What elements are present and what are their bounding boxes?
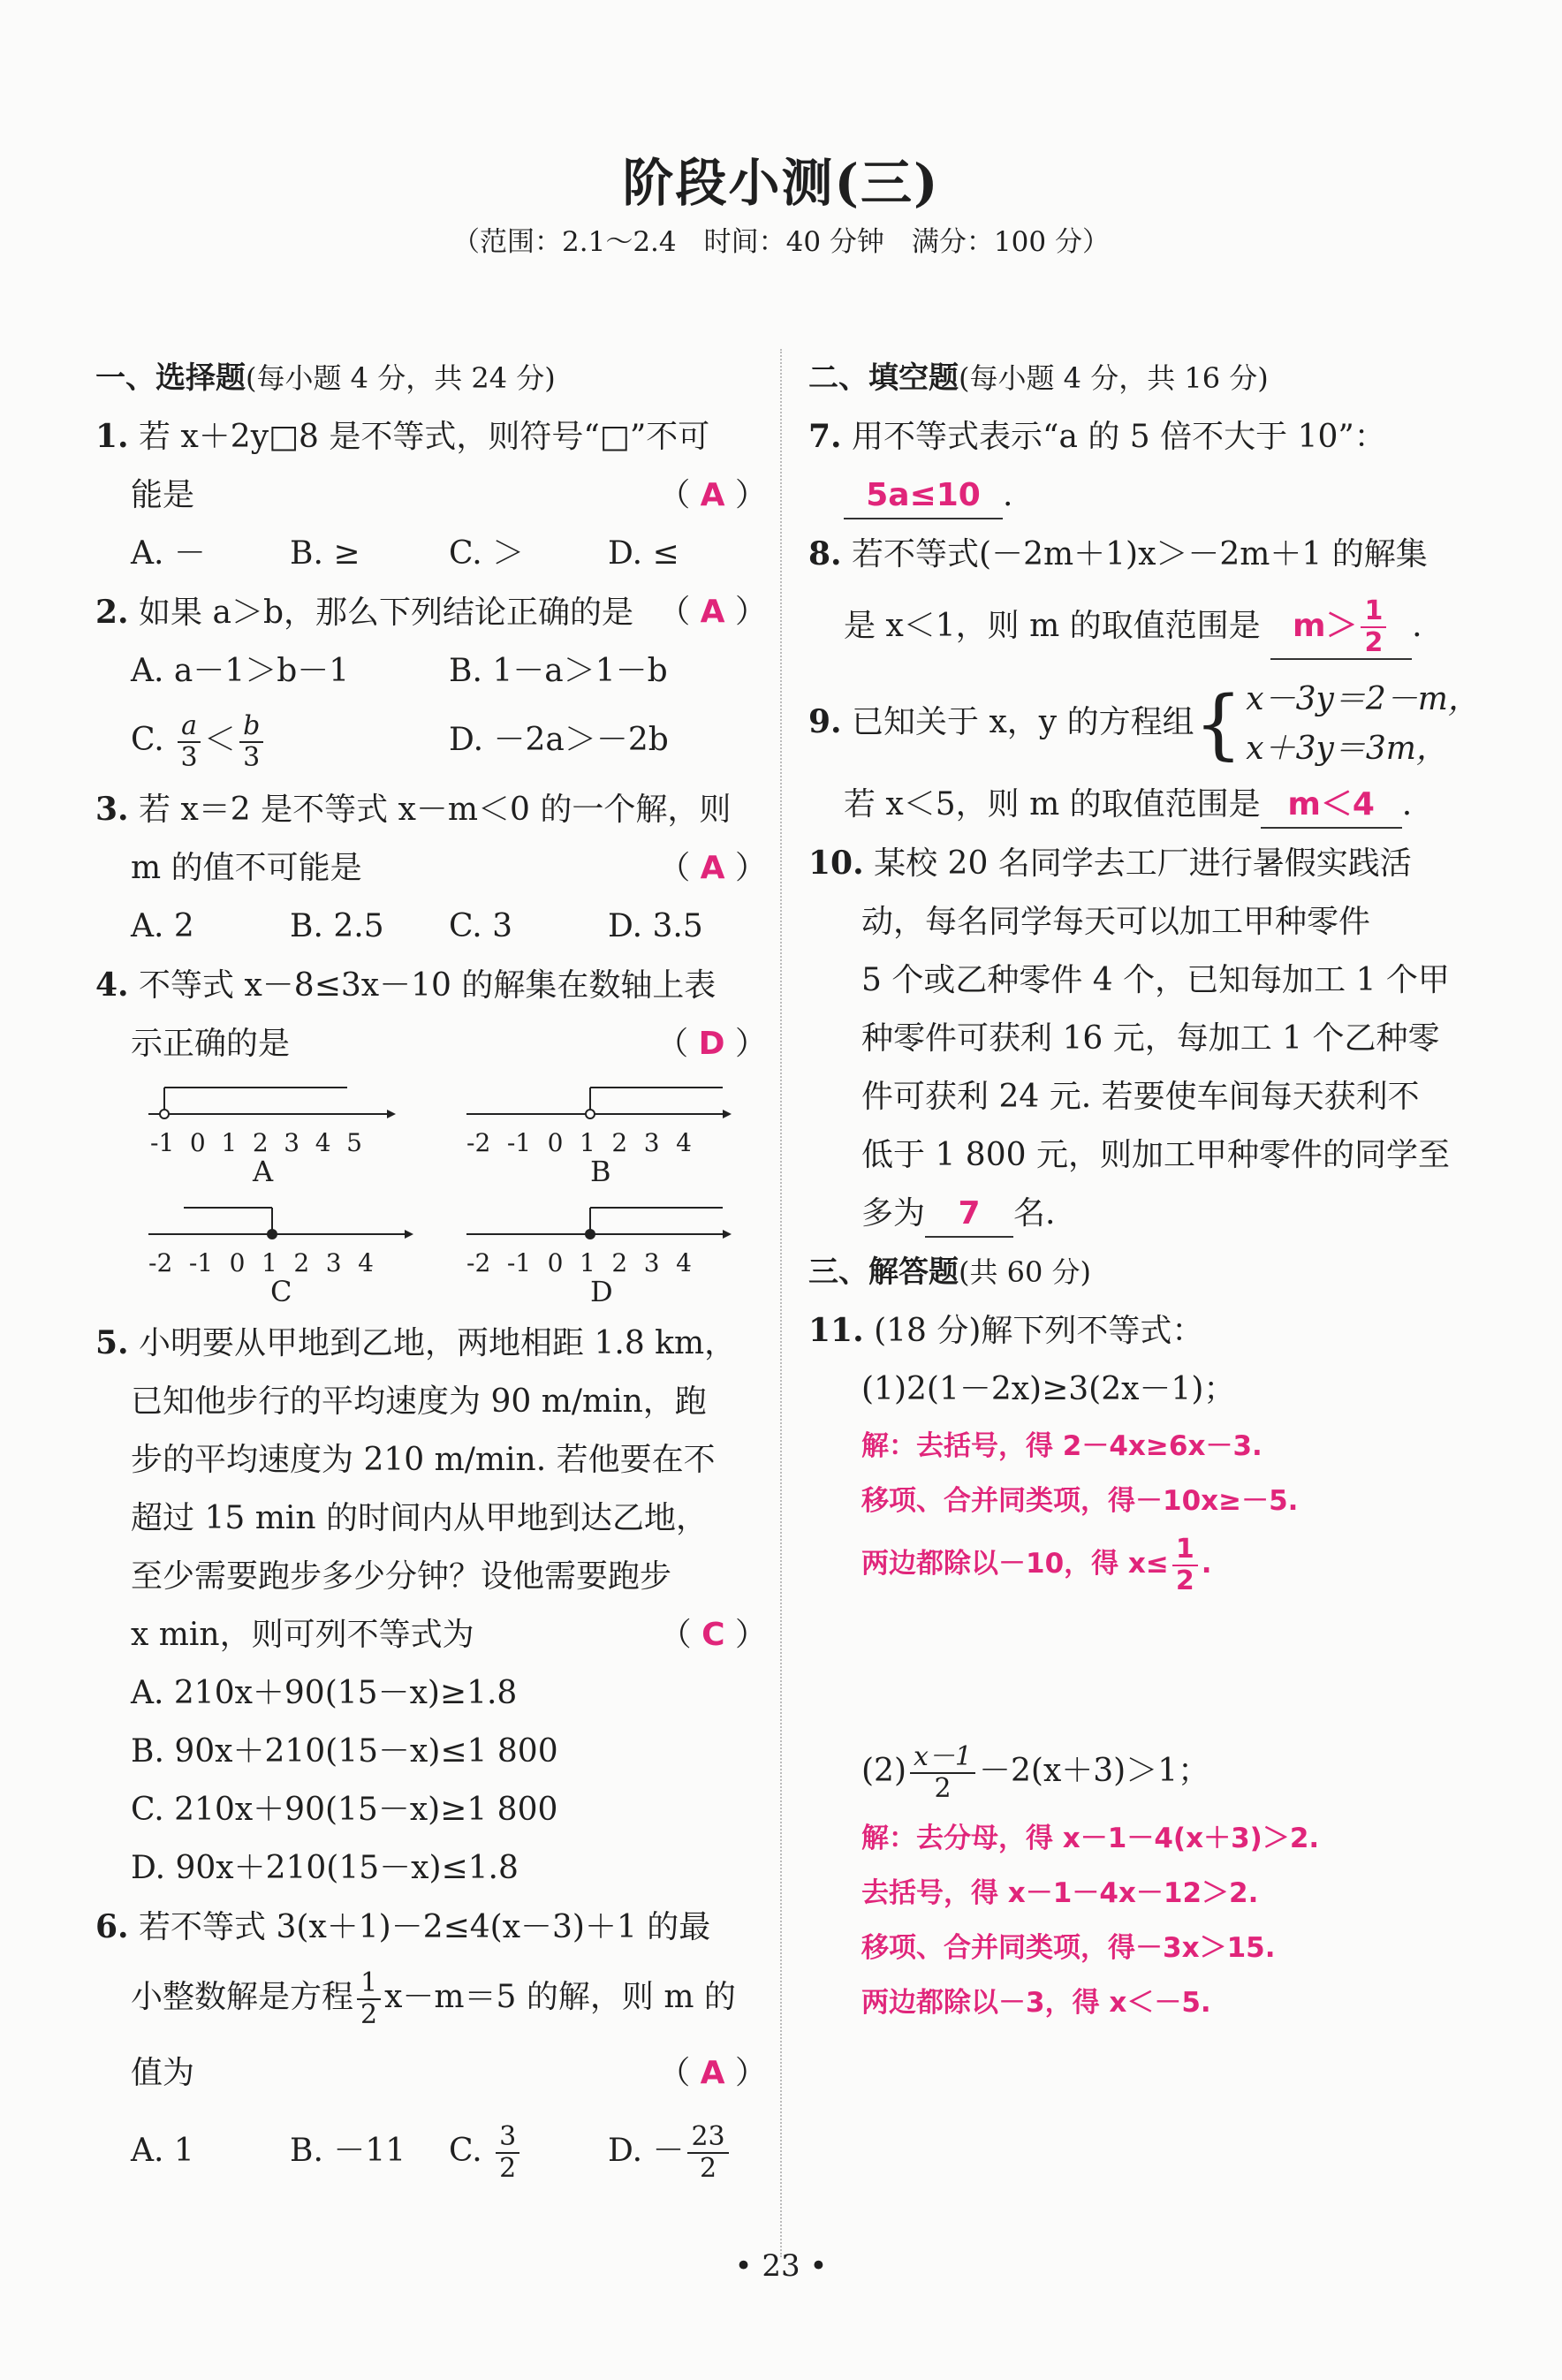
question-text: 示正确的是 bbox=[131, 1026, 291, 1062]
left-column bbox=[95, 349, 767, 2194]
bracket-left: （ bbox=[658, 2055, 691, 2091]
question-3 bbox=[95, 780, 767, 956]
question-text: 如果 a＞b，那么下列结论正确的是 bbox=[139, 595, 633, 631]
work-space bbox=[808, 1599, 1489, 1732]
question-text: 某校 20 名同学去工厂进行暑假实践活 bbox=[874, 845, 1412, 882]
tick: 3 bbox=[643, 1248, 660, 1277]
tick: 4 bbox=[315, 1128, 331, 1157]
tick: 1 bbox=[262, 1248, 277, 1277]
question-10 bbox=[808, 834, 1489, 1243]
number-line-label: A bbox=[253, 1155, 274, 1188]
solution-step: 移项、合并同类项，得－3x＞15. bbox=[861, 1932, 1276, 1964]
denominator: 2 bbox=[1364, 627, 1384, 658]
question-text: 名. bbox=[1013, 1195, 1056, 1232]
fraction bbox=[910, 1742, 975, 1804]
question-text: 若 x＝2 是不等式 x－m＜0 的一个解，则 bbox=[139, 792, 732, 828]
text: 小整数解是方程 bbox=[131, 1979, 354, 2015]
question-number: 11. bbox=[808, 1312, 864, 1349]
punctuation: . bbox=[1003, 477, 1013, 513]
solution-step: 移项、合并同类项，得－10x≥－5. bbox=[861, 1485, 1299, 1517]
tick: 0 bbox=[189, 1128, 206, 1157]
bracket-left: （ bbox=[658, 477, 691, 513]
question-number: 2. bbox=[95, 594, 129, 631]
answer-bracket bbox=[660, 1606, 767, 1664]
answer-bracket bbox=[658, 466, 767, 525]
section-title: 三、解答题 bbox=[808, 1254, 959, 1290]
tick: 0 bbox=[547, 1248, 564, 1277]
tick: -1 bbox=[188, 1248, 214, 1277]
question-text bbox=[95, 1957, 767, 2038]
punctuation: . bbox=[1201, 1548, 1212, 1580]
options bbox=[95, 701, 767, 780]
answer-blank: 7 bbox=[925, 1192, 1013, 1238]
question-text: 是 x＜1，则 m 的取值范围是 bbox=[844, 608, 1261, 644]
section-solve bbox=[808, 1243, 1489, 1301]
tick: 1 bbox=[580, 1128, 595, 1157]
question-number: 10. bbox=[808, 845, 864, 882]
option-a: A. 210x＋90(15－x)≥1.8 bbox=[131, 1675, 518, 1711]
answer-bracket bbox=[658, 583, 767, 641]
option-c: C. 3 bbox=[449, 908, 513, 944]
tick: 1 bbox=[580, 1248, 595, 1277]
option-label: C. bbox=[131, 722, 175, 758]
numerator: a bbox=[178, 711, 201, 743]
question-4 bbox=[95, 956, 767, 1314]
option-d bbox=[608, 2109, 767, 2194]
answer-choice: D bbox=[698, 1026, 725, 1062]
solution-step: 解：去括号，得 2－4x≥6x－3. bbox=[861, 1430, 1262, 1462]
denominator: 2 bbox=[360, 1999, 378, 2030]
tick: 3 bbox=[643, 1128, 660, 1157]
tick: 4 bbox=[676, 1128, 692, 1157]
question-text: 若不等式(－2m＋1)x＞－2m＋1 的解集 bbox=[852, 536, 1428, 572]
option-a: A. 1 bbox=[131, 2133, 194, 2169]
page-number: • 23 • bbox=[734, 2248, 828, 2284]
question-text: 低于 1 800 元，则加工甲种零件的同学至 bbox=[861, 1137, 1450, 1173]
bracket-left: （ bbox=[659, 1617, 692, 1653]
number-lines-row-1 bbox=[95, 1079, 767, 1194]
column-divider bbox=[780, 349, 782, 2257]
question-text: 值为 bbox=[131, 2055, 195, 2091]
tick: -2 bbox=[148, 1248, 173, 1277]
bracket-right: ） bbox=[734, 2055, 767, 2091]
bracket-left: （ bbox=[658, 594, 691, 630]
text: x－m＝5 的解，则 m 的 bbox=[384, 1979, 736, 2015]
solution-step: 去括号，得 x－1－4x－12＞2. bbox=[861, 1877, 1259, 1909]
question-6 bbox=[95, 1898, 767, 2194]
question-text: 若 x＜5，则 m 的取值范围是 bbox=[844, 786, 1261, 822]
options bbox=[95, 525, 767, 583]
option-c bbox=[131, 701, 449, 780]
option-d: D. －2a＞－2b bbox=[449, 722, 669, 758]
question-text: 用不等式表示“a 的 5 倍不大于 10”： bbox=[852, 419, 1386, 455]
fraction bbox=[496, 2122, 519, 2184]
question-text: 件可获利 24 元. 若要使车间每天获利不 bbox=[861, 1079, 1420, 1115]
question-2 bbox=[95, 583, 767, 780]
numerator: b bbox=[239, 711, 263, 743]
option-a: A. a－1＞b－1 bbox=[131, 653, 350, 689]
question-number: 1. bbox=[95, 418, 129, 455]
text: (2) bbox=[861, 1753, 906, 1789]
number-lines-row-2 bbox=[95, 1199, 767, 1314]
tick: 3 bbox=[325, 1248, 342, 1277]
bracket-right: ） bbox=[734, 1617, 767, 1653]
bracket-right: ） bbox=[734, 1026, 767, 1062]
fraction bbox=[1361, 596, 1386, 658]
tick: -1 bbox=[150, 1128, 175, 1157]
question-number: 9. bbox=[808, 703, 842, 740]
page-title: 阶段小测(三) bbox=[622, 153, 940, 213]
right-column bbox=[808, 349, 1489, 2030]
denominator: 2 bbox=[1175, 1565, 1194, 1596]
answer-blank bbox=[1270, 596, 1412, 660]
page-subtitle: （范围：2.1～2.4 时间：40 分钟 满分：100 分） bbox=[452, 226, 1110, 258]
fraction bbox=[239, 711, 263, 773]
question-text: 超过 15 min 的时间内从甲地到达乙地， bbox=[131, 1500, 708, 1536]
section-fill bbox=[808, 349, 1489, 407]
answer-blank: 5a≤10 bbox=[844, 474, 1003, 519]
denominator: 2 bbox=[700, 2153, 717, 2184]
numerator: 1 bbox=[1172, 1535, 1198, 1566]
question-11 bbox=[808, 1301, 1489, 2030]
answer-bracket bbox=[656, 1015, 767, 1073]
section-note: (共 60 分) bbox=[959, 1255, 1092, 1289]
fraction bbox=[357, 1968, 381, 2030]
answer-choice: A bbox=[700, 594, 725, 630]
numerator: 23 bbox=[687, 2122, 728, 2154]
option-d: D. ≤ bbox=[608, 535, 679, 572]
fraction bbox=[1172, 1535, 1198, 1596]
option-d: D. 3.5 bbox=[608, 908, 703, 944]
question-text: m 的值不可能是 bbox=[131, 850, 362, 886]
option-b: B. 1－a＞1－b bbox=[449, 653, 668, 689]
solution-step: 解：去分母，得 x－1－4(x＋3)＞2. bbox=[861, 1823, 1320, 1854]
options bbox=[95, 2109, 767, 2194]
question-text: 动，每名同学每天可以加工甲种零件 bbox=[861, 904, 1371, 940]
bracket-left: （ bbox=[656, 1026, 689, 1062]
answer-blank: m＜4 bbox=[1261, 783, 1402, 829]
tick: 3 bbox=[284, 1128, 300, 1157]
tick: -1 bbox=[506, 1128, 532, 1157]
question-text: 能是 bbox=[131, 477, 195, 513]
answer-choice: C bbox=[701, 1617, 725, 1653]
answer-bracket bbox=[658, 2038, 767, 2109]
option-b: B. ≥ bbox=[290, 535, 360, 572]
number-line-d-ticks bbox=[466, 1234, 692, 1292]
equation: x－3y＝2－m， bbox=[1246, 681, 1480, 717]
answer-choice: A bbox=[700, 850, 725, 886]
number-line-label: B bbox=[590, 1155, 611, 1188]
solution-step bbox=[808, 1528, 1489, 1599]
question-text: x min，则可列不等式为 bbox=[131, 1617, 474, 1653]
tick: 2 bbox=[293, 1248, 310, 1277]
option-c: C. ＞ bbox=[449, 535, 525, 572]
number-line-label: C bbox=[270, 1275, 292, 1308]
question-number: 5. bbox=[95, 1324, 129, 1361]
options bbox=[95, 898, 767, 956]
bracket-right: ） bbox=[734, 850, 767, 886]
equation-system bbox=[1194, 675, 1480, 774]
number-line-c-ticks bbox=[148, 1234, 374, 1292]
question-text: 小明要从甲地到乙地，两地相距 1.8 km， bbox=[139, 1325, 737, 1361]
tick: 4 bbox=[358, 1248, 374, 1277]
question-9 bbox=[808, 669, 1489, 834]
option-b: B. 2.5 bbox=[290, 908, 384, 944]
question-text: (18 分)解下列不等式： bbox=[874, 1313, 1204, 1349]
tick: 2 bbox=[611, 1248, 628, 1277]
tick: 4 bbox=[676, 1248, 692, 1277]
question-text: 已知他步行的平均速度为 90 m/min，跑 bbox=[131, 1383, 707, 1420]
option-label: D. － bbox=[608, 2133, 685, 2169]
options bbox=[95, 642, 767, 701]
numerator: x－1 bbox=[910, 1742, 975, 1774]
fraction bbox=[178, 711, 201, 773]
answer-text: m＞ bbox=[1292, 608, 1358, 644]
fraction bbox=[687, 2122, 728, 2184]
question-text: 若不等式 3(x＋1)－2≤4(x－3)＋1 的最 bbox=[139, 1909, 711, 1945]
tick: 1 bbox=[221, 1128, 238, 1157]
sub-question-2 bbox=[808, 1732, 1489, 1811]
question-text: 不等式 x－8≤3x－10 的解集在数轴上表 bbox=[139, 967, 717, 1004]
question-number: 4. bbox=[95, 966, 129, 1004]
denominator: 2 bbox=[499, 2153, 517, 2184]
question-text: 若 x＋2y□8 是不等式，则符号“□”不可 bbox=[139, 419, 710, 455]
option-d: D. 90x＋210(15－x)≤1.8 bbox=[131, 1850, 519, 1886]
tick: -1 bbox=[506, 1248, 532, 1277]
numerator: 1 bbox=[357, 1968, 381, 2000]
tick: 0 bbox=[547, 1128, 564, 1157]
question-number: 8. bbox=[808, 535, 842, 572]
option-a: A. 2 bbox=[131, 908, 194, 944]
section-note: (每小题 4 分，共 16 分) bbox=[959, 361, 1269, 395]
answer-bracket bbox=[658, 839, 767, 898]
tick: -2 bbox=[466, 1128, 491, 1157]
section-title: 一、选择题 bbox=[95, 360, 246, 396]
bracket-right: ） bbox=[734, 477, 767, 513]
question-number: 7. bbox=[808, 418, 842, 455]
question-7 bbox=[808, 407, 1489, 525]
text: －2(x＋3)＞1； bbox=[979, 1753, 1210, 1789]
question-5 bbox=[95, 1314, 767, 1898]
option-b: B. 90x＋210(15－x)≤1 800 bbox=[131, 1733, 558, 1770]
bracket-right: ） bbox=[734, 594, 767, 630]
tick: 0 bbox=[229, 1248, 246, 1277]
brace-icon: { bbox=[1194, 680, 1243, 769]
question-text: 多为 bbox=[861, 1195, 926, 1232]
numerator: 1 bbox=[1361, 596, 1386, 628]
question-text: 5 个或乙种零件 4 个，已知每加工 1 个甲 bbox=[861, 962, 1450, 998]
sub-question-1: (1)2(1－2x)≥3(2x－1)； bbox=[861, 1371, 1236, 1407]
option-b: B. －11 bbox=[290, 2133, 406, 2169]
question-1 bbox=[95, 407, 767, 583]
option-c: C. 210x＋90(15－x)≥1 800 bbox=[131, 1792, 558, 1828]
answer-choice: A bbox=[700, 2055, 725, 2091]
question-text: 种零件可获利 16 元，每加工 1 个乙种零 bbox=[861, 1020, 1440, 1057]
question-number: 3. bbox=[95, 791, 129, 828]
section-choice bbox=[95, 349, 767, 407]
bracket-left: （ bbox=[658, 850, 691, 886]
question-text: 已知关于 x，y 的方程组 bbox=[852, 704, 1194, 740]
number-line-label: D bbox=[590, 1275, 613, 1308]
tick: 5 bbox=[346, 1128, 362, 1157]
numerator: 3 bbox=[496, 2122, 519, 2154]
solution-step: 两边都除以－3，得 x＜－5. bbox=[861, 1987, 1211, 2019]
option-label: C. bbox=[449, 2133, 493, 2169]
question-text: 至少需要跑步多少分钟？设他需要跑步 bbox=[131, 1558, 672, 1595]
punctuation: . bbox=[1401, 786, 1413, 822]
number-line-b-ticks bbox=[466, 1114, 692, 1172]
section-title: 二、填空题 bbox=[808, 360, 959, 396]
question-8 bbox=[808, 525, 1489, 669]
question-text: 步的平均速度为 210 m/min. 若他要在不 bbox=[131, 1442, 716, 1478]
question-number: 6. bbox=[95, 1908, 129, 1945]
denominator: 2 bbox=[934, 1773, 952, 1804]
tick: 2 bbox=[611, 1128, 628, 1157]
solution-text: 两边都除以－10，得 x≤ bbox=[861, 1548, 1169, 1580]
tick: -2 bbox=[466, 1248, 491, 1277]
punctuation: . bbox=[1412, 608, 1422, 644]
tick: 2 bbox=[252, 1128, 269, 1157]
section-note: (每小题 4 分，共 24 分) bbox=[246, 361, 556, 395]
option-a: A. － bbox=[131, 535, 206, 572]
equation: x＋3y＝3m， bbox=[1246, 731, 1448, 767]
answer-choice: A bbox=[700, 477, 725, 513]
denominator: 3 bbox=[180, 742, 198, 773]
denominator: 3 bbox=[243, 742, 261, 773]
operator: ＜ bbox=[204, 722, 237, 758]
option-c bbox=[449, 2109, 608, 2194]
